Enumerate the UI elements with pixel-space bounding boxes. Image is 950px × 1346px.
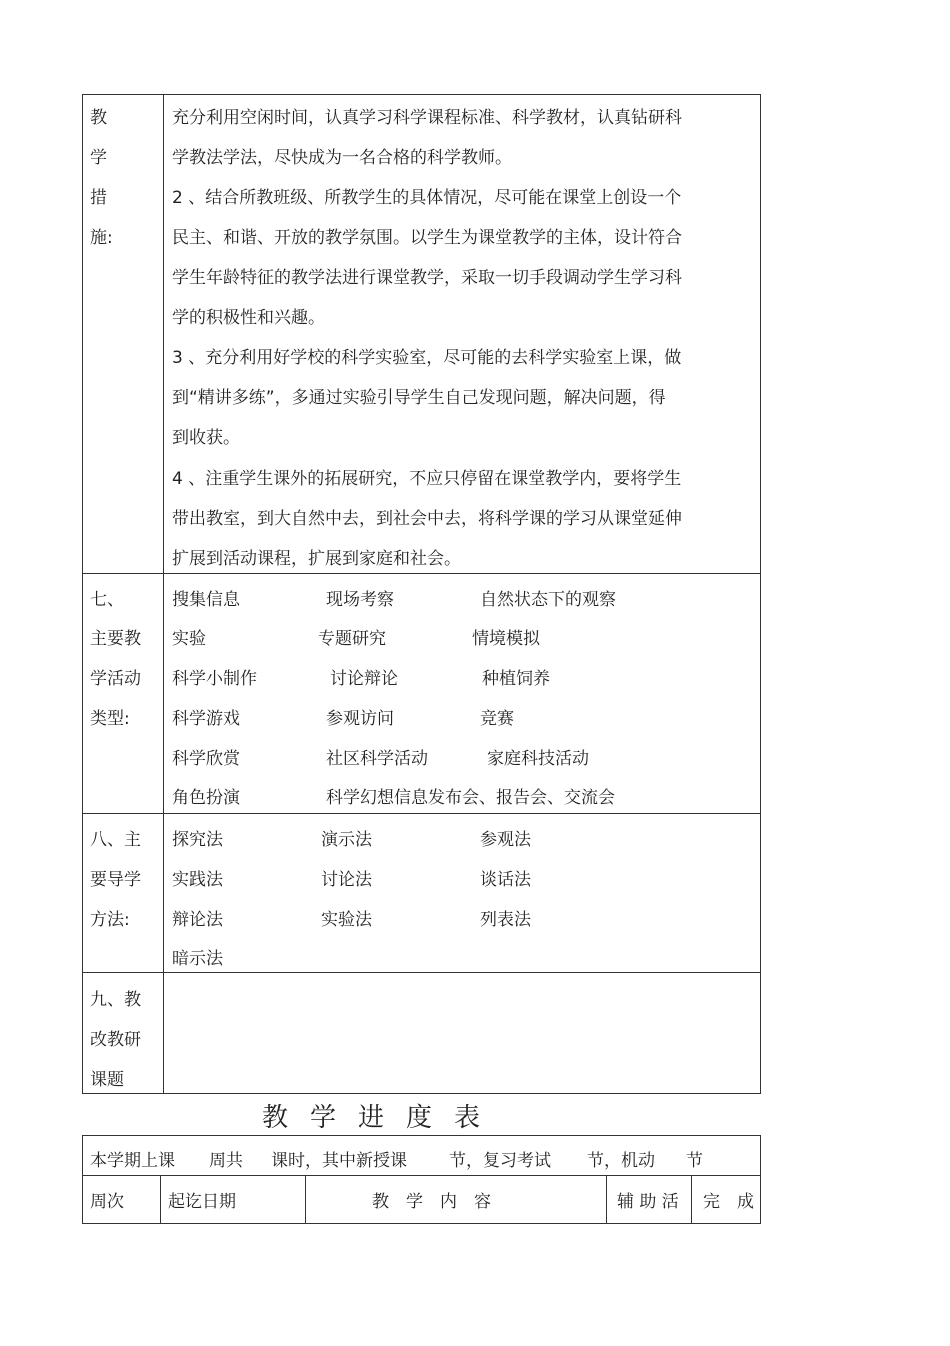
method-item: 暗示法 <box>172 949 223 969</box>
activity-item: 角色扮演 <box>172 788 240 808</box>
schedule-bottom-border <box>82 1223 761 1224</box>
summary-segment: 节 <box>686 1151 703 1171</box>
row-divider-2 <box>82 813 761 814</box>
measures-text-line: 2 、结合所教班级、所教学生的具体情况，尽可能在课堂上创设一个 <box>172 188 682 208</box>
methods-label-1: 八、主 <box>90 830 141 850</box>
activity-item: 科学游戏 <box>172 709 240 729</box>
activities-label-3: 学活动 <box>90 669 141 689</box>
activity-item: 竞赛 <box>480 709 514 729</box>
activities-label-4: 类型: <box>90 709 130 729</box>
measures-text-line: 带出教室，到大自然中去，到社会中去，将科学课的学习从课堂延伸 <box>172 509 682 529</box>
row-divider-3 <box>82 972 761 973</box>
methods-label-2: 要导学 <box>90 870 141 890</box>
research-label-1: 九、教 <box>90 990 141 1010</box>
research-label-3: 课题 <box>90 1070 124 1090</box>
header-aux-activity: 辅 助 活 <box>617 1192 679 1212</box>
activity-item: 科学欣赏 <box>172 749 240 769</box>
method-item: 谈话法 <box>480 870 531 890</box>
activities-label-1: 七、 <box>90 590 124 610</box>
schedule-col-divider <box>691 1175 692 1223</box>
activity-item: 自然状态下的观察 <box>480 590 616 610</box>
measures-label-1: 教 <box>90 108 107 128</box>
schedule-left-border <box>82 1135 83 1224</box>
measures-text-line: 民主、和谐、开放的教学氛围。以学生为课堂教学的主体，设计符合 <box>172 228 682 248</box>
table-left-border <box>82 94 83 1094</box>
method-item: 实践法 <box>172 870 223 890</box>
table-right-border <box>760 94 761 1094</box>
summary-segment: 本学期上课 <box>90 1151 175 1171</box>
summary-segment: 节，机动 <box>587 1151 655 1171</box>
activity-item: 科学幻想信息发布会、报告会、交流会 <box>326 788 615 808</box>
schedule-row-divider <box>82 1175 761 1176</box>
activity-item: 讨论辩论 <box>330 669 398 689</box>
activities-label-2: 主要教 <box>90 629 141 649</box>
activity-item: 情境模拟 <box>472 629 540 649</box>
methods-label-3: 方法: <box>90 910 130 930</box>
table-top-border <box>82 94 761 95</box>
activity-item: 科学小制作 <box>172 669 257 689</box>
summary-segment: 课时，其中新授课 <box>271 1151 407 1171</box>
schedule-top-border <box>82 1135 761 1136</box>
method-item: 辩论法 <box>172 910 223 930</box>
schedule-title: 教学进度表 <box>262 1103 503 1133</box>
method-item: 探究法 <box>172 830 223 850</box>
method-item: 参观法 <box>480 830 531 850</box>
activity-item: 现场考察 <box>326 590 394 610</box>
measures-text-line: 学的积极性和兴趣。 <box>172 308 325 328</box>
measures-text-line: 3 、充分利用好学校的科学实验室，尽可能的去科学实验室上课，做 <box>172 348 682 368</box>
header-completion: 完 成 <box>703 1192 754 1212</box>
table-bottom-border <box>82 1093 761 1094</box>
activity-item: 搜集信息 <box>172 590 240 610</box>
header-dates: 起讫日期 <box>168 1192 236 1212</box>
research-label-2: 改教研 <box>90 1030 141 1050</box>
activity-item: 实验 <box>172 629 206 649</box>
header-content: 教 学 内 容 <box>372 1192 491 1212</box>
measures-label-4: 施: <box>90 228 113 248</box>
header-week: 周次 <box>90 1192 124 1212</box>
label-column-divider <box>163 94 164 1094</box>
measures-text-line: 学生年龄特征的教学法进行课堂教学，采取一切手段调动学生学习科 <box>172 268 682 288</box>
measures-text-line: 4 、注重学生课外的拓展研究，不应只停留在课堂教学内，要将学生 <box>172 469 682 489</box>
row-divider-1 <box>82 573 761 574</box>
measures-text-line: 学教法学法，尽快成为一名合格的科学教师。 <box>172 148 512 168</box>
schedule-col-divider <box>305 1175 306 1223</box>
summary-segment: 周共 <box>209 1151 243 1171</box>
method-item: 列表法 <box>480 910 531 930</box>
method-item: 实验法 <box>321 910 372 930</box>
measures-text-line: 扩展到活动课程，扩展到家庭和社会。 <box>172 549 461 569</box>
activity-item: 种植饲养 <box>482 669 550 689</box>
measures-text-line: 到收获。 <box>172 428 240 448</box>
schedule-col-divider <box>160 1175 161 1223</box>
measures-label-2: 学 <box>90 148 107 168</box>
schedule-right-border <box>760 1135 761 1224</box>
activity-item: 社区科学活动 <box>326 749 428 769</box>
method-item: 讨论法 <box>321 870 372 890</box>
activity-item: 专题研究 <box>318 629 386 649</box>
measures-label-3: 措 <box>90 188 107 208</box>
activity-item: 家庭科技活动 <box>487 749 589 769</box>
measures-text-line: 充分利用空闲时间，认真学习科学课程标准、科学教材，认真钻研科 <box>172 108 682 128</box>
schedule-col-divider <box>606 1175 607 1223</box>
summary-segment: 节，复习考试 <box>449 1151 551 1171</box>
method-item: 演示法 <box>321 830 372 850</box>
activity-item: 参观访问 <box>326 709 394 729</box>
measures-text-line: 到“精讲多练”，多通过实验引导学生自己发现问题，解决问题，得 <box>172 388 666 408</box>
